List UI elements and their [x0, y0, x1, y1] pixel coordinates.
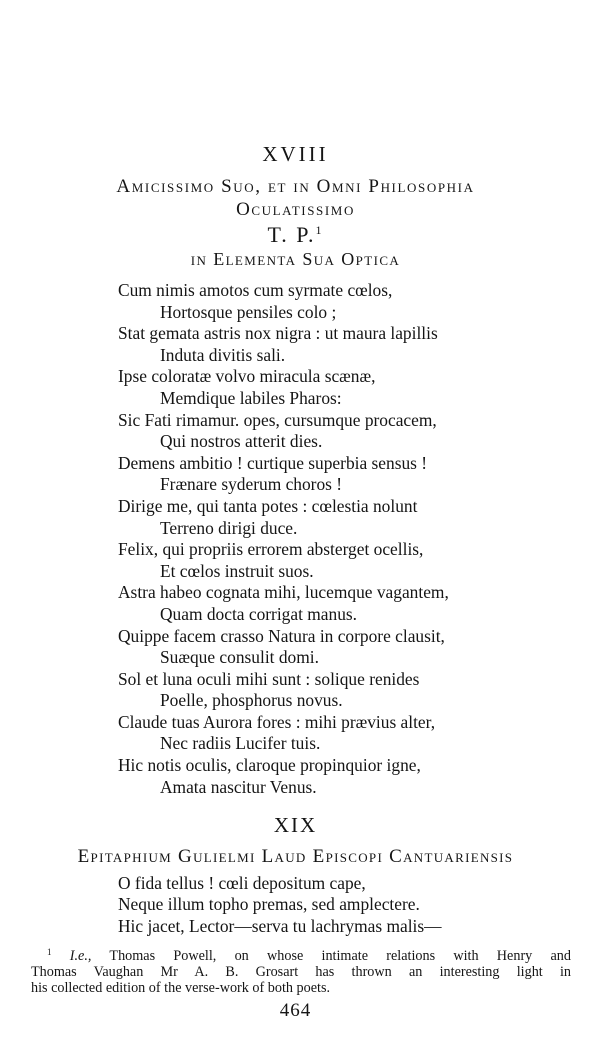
initials-text: T. P.: [267, 222, 316, 247]
verse-line: Frænare syderum choros !: [160, 474, 343, 495]
verse-line: Hic jacet, Lector—serva tu lachrymas malis—: [118, 915, 442, 936]
verse-line: Sol et luna oculi mihi sunt : solique renides: [118, 668, 420, 689]
verse-line: Quippe facem crasso Natura in corpore clausit,: [118, 625, 445, 646]
footnote: [31, 945, 571, 996]
verse-line: Nec radiis Lucifer tuis.: [160, 733, 321, 754]
verse-line: Hic notis oculis, claroque propinquior igne,: [118, 755, 421, 776]
verse-line: Felix, qui propriis errorem absterget ocellis,: [118, 539, 424, 560]
poem-subtitle: in Elementa Sua Optica: [190, 249, 401, 269]
verse-line: Astra habeo cognata mihi, lucemque vagantem,: [118, 582, 449, 603]
footnote-line-3: his collected edition of the verse-work of both poets.: [31, 979, 331, 996]
footnote-number: 1: [47, 947, 52, 957]
poem-text: [118, 280, 558, 798]
footnote-line-1: [31, 945, 571, 965]
verse-line: Qui nostros atterit dies.: [160, 431, 323, 452]
verse-line: Amata nascitur Venus.: [160, 776, 317, 797]
verse-line: Cum nimis amotos cum syrmate cœlos,: [118, 280, 393, 300]
verse-line: Neque illum topho premas, sed amplectere.: [118, 894, 420, 915]
verse-line: Quam docta corrigat manus.: [160, 603, 358, 624]
epitaph-text: [118, 873, 558, 937]
verse-line: Induta divitis sali.: [160, 344, 286, 365]
dedication-line-1: Amicissimo Suo, et in Omni Philosophia: [116, 176, 475, 197]
verse-line: Demens ambitio ! curtique superbia sensus !: [118, 452, 428, 473]
verse-line: Suæque consulit domi.: [160, 647, 319, 668]
page-number: 464: [279, 1000, 312, 1021]
verse-line: Hortosque pensiles colo ;: [160, 301, 337, 322]
epitaph-heading: Epitaphium Gulielmi Laud Episcopi Cantuariensis: [77, 846, 514, 867]
verse-line: Sic Fati rimamur. opes, cursumque procacem,: [118, 409, 437, 430]
poem-number-2: XIX: [273, 813, 318, 837]
dedication-line-2: Oculatissimo: [236, 199, 355, 220]
verse-line: Et cœlos instruit suos.: [160, 560, 314, 581]
footnote-text-1: Thomas Powell, on whose intimate relations with Henry and: [91, 948, 571, 964]
verse-line: Claude tuas Aurora fores : mihi prævius alter,: [118, 711, 436, 732]
verse-line: Memdique labiles Pharos:: [160, 387, 342, 408]
poem-number: XVIII: [262, 142, 329, 166]
footnote-line-2: Thomas Vaughan Mr A. B. Grosart has thrown an interesting light in: [31, 963, 571, 980]
dedicatee-initials: [0, 222, 591, 248]
verse-line: Terreno dirigi duce.: [160, 517, 298, 538]
footnote-marker: 1: [315, 223, 324, 237]
footnote-ie: I.e.,: [69, 948, 92, 964]
verse-line: O fida tellus ! cœli depositum cape,: [118, 873, 366, 893]
verse-line: Ipse coloratæ volvo miracula scænæ,: [118, 366, 376, 387]
verse-line: Poelle, phosphorus novus.: [160, 690, 343, 711]
verse-line: Dirige me, qui tanta potes : cœlestia nolunt: [118, 495, 418, 516]
verse-line: Stat gemata astris nox nigra : ut maura lapillis: [118, 323, 438, 344]
